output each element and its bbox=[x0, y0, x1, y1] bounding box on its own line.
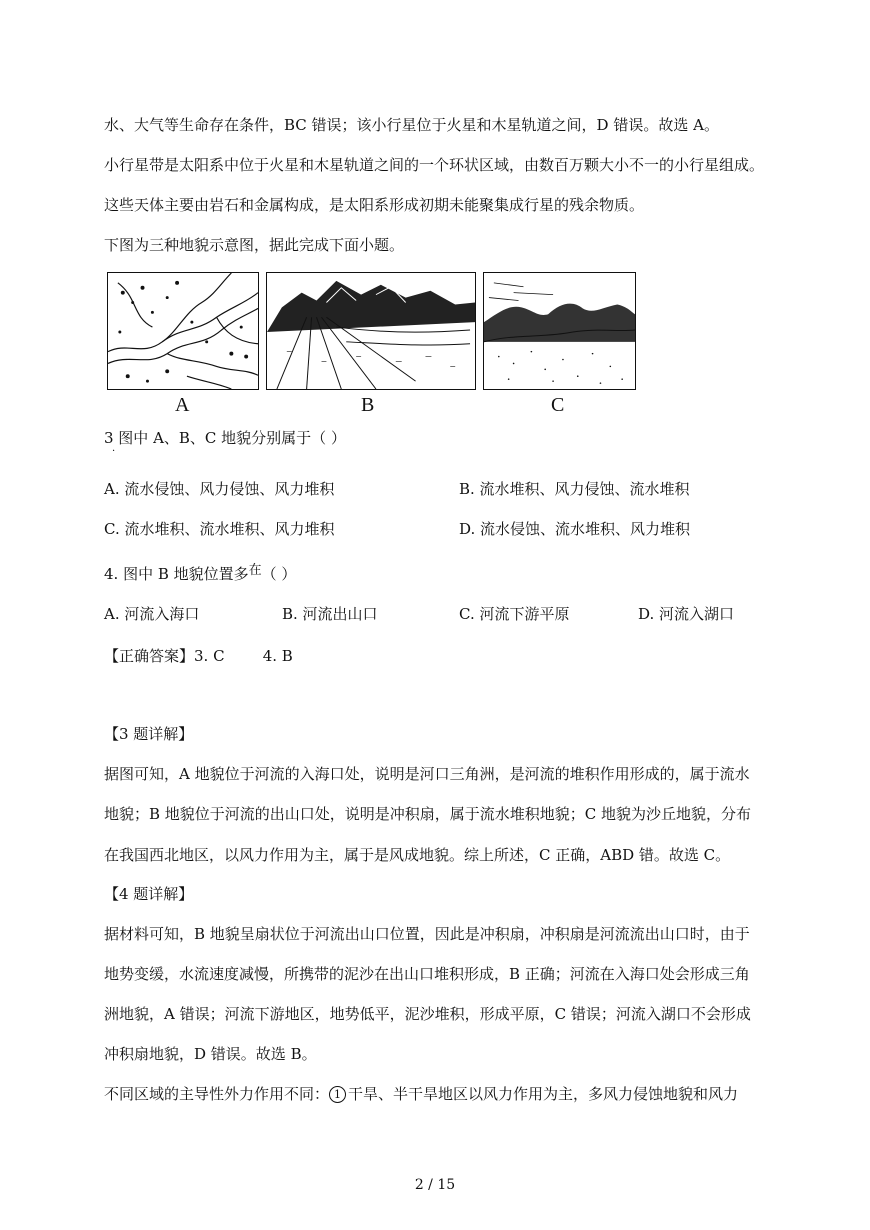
q4-option-a: A. 河流入海口 bbox=[104, 605, 200, 623]
correct-answer: 【正确答案】3. C 4. B bbox=[104, 647, 293, 665]
figure-b-alluvial-fan bbox=[266, 272, 476, 390]
q3-option-b: B. 流水堆积、风力侵蚀、流水堆积 bbox=[459, 480, 690, 498]
dot-mark: · bbox=[112, 446, 116, 457]
q4-option-b: B. 河流出山口 bbox=[282, 605, 378, 623]
detail-3-heading: 【3 题详解】 bbox=[104, 725, 194, 743]
q3-option-c: C. 流水堆积、流水堆积、风力堆积 bbox=[104, 520, 335, 538]
paragraph: 小行星带是太阳系中位于火星和木星轨道之间的一个环状区域，由数百万颗大小不一的小行星组成。 bbox=[104, 156, 765, 174]
q4-stem-sup: 在 bbox=[248, 563, 262, 578]
detail-4-line: 据材料可知，B 地貌呈扇状位于河流出山口位置，因此是冲积扇，冲积扇是河流流出山口时，由于 bbox=[104, 925, 750, 943]
detail-4-line: 洲地貌，A 错误；河流下游地区，地势低平，泥沙堆积，形成平原，C 错误；河流入湖口不会形成 bbox=[104, 1005, 751, 1023]
q4-stem-b: （ ） bbox=[261, 565, 297, 583]
q4-option-c: C. 河流下游平原 bbox=[459, 605, 570, 623]
paragraph: 水、大气等生命存在条件，BC 错误；该小行星位于火星和木星轨道之间，D 错误。故选 A。 bbox=[104, 116, 719, 134]
paragraph: 这些天体主要由岩石和金属构成，是太阳系形成初期未能聚集成行星的残余物质。 bbox=[104, 196, 645, 214]
question-3-stem: 3 图中 A、B、C 地貌分别属于（ ） bbox=[104, 429, 346, 447]
q3-option-a: A. 流水侵蚀、风力侵蚀、风力堆积 bbox=[104, 480, 335, 498]
paragraph: 下图为三种地貌示意图，据此完成下面小题。 bbox=[104, 236, 405, 254]
q4-stem-a: 4. 图中 B 地貌位置多 bbox=[104, 565, 249, 583]
figure-c-sand-dunes bbox=[483, 272, 636, 390]
detail-4-line: 冲积扇地貌，D 错误。故选 B。 bbox=[104, 1045, 317, 1063]
q3-option-d: D. 流水侵蚀、流水堆积、风力堆积 bbox=[459, 520, 691, 538]
circled-number: 1 bbox=[329, 1086, 346, 1103]
figure-label-a: A bbox=[175, 394, 190, 416]
detail-3-line: 地貌；B 地貌位于河流的出山口处，说明是冲积扇，属于流水堆积地貌；C 地貌为沙丘地貌，分布 bbox=[104, 805, 752, 823]
figure-a-delta bbox=[107, 272, 259, 390]
last-text-a: 不同区域的主导性外力作用不同： bbox=[104, 1085, 330, 1103]
last-paragraph bbox=[104, 1084, 738, 1104]
detail-4-heading: 【4 题详解】 bbox=[104, 885, 194, 903]
detail-4-line: 地势变缓，水流速度减慢，所携带的泥沙在出山口堆积形成，B 正确；河流在入海口处会形成三角 bbox=[104, 965, 750, 983]
question-4-stem bbox=[104, 564, 296, 586]
detail-3-line: 在我国西北地区，以风力作用为主，属于是风成地貌。综上所述，C 正确，ABD 错。故选 C。 bbox=[104, 846, 731, 864]
last-text-b: 干旱、半干旱地区以风力作用为主，多风力侵蚀地貌和风力 bbox=[348, 1085, 739, 1103]
figure-label-b: B bbox=[361, 394, 375, 416]
detail-3-line: 据图可知，A 地貌位于河流的入海口处，说明是河口三角洲，是河流的堆积作用形成的，属于流水 bbox=[104, 765, 750, 783]
q4-option-d: D. 河流入湖口 bbox=[638, 605, 735, 623]
figure-label-c: C bbox=[551, 394, 565, 416]
page-number: 2 / 15 bbox=[414, 1177, 456, 1193]
